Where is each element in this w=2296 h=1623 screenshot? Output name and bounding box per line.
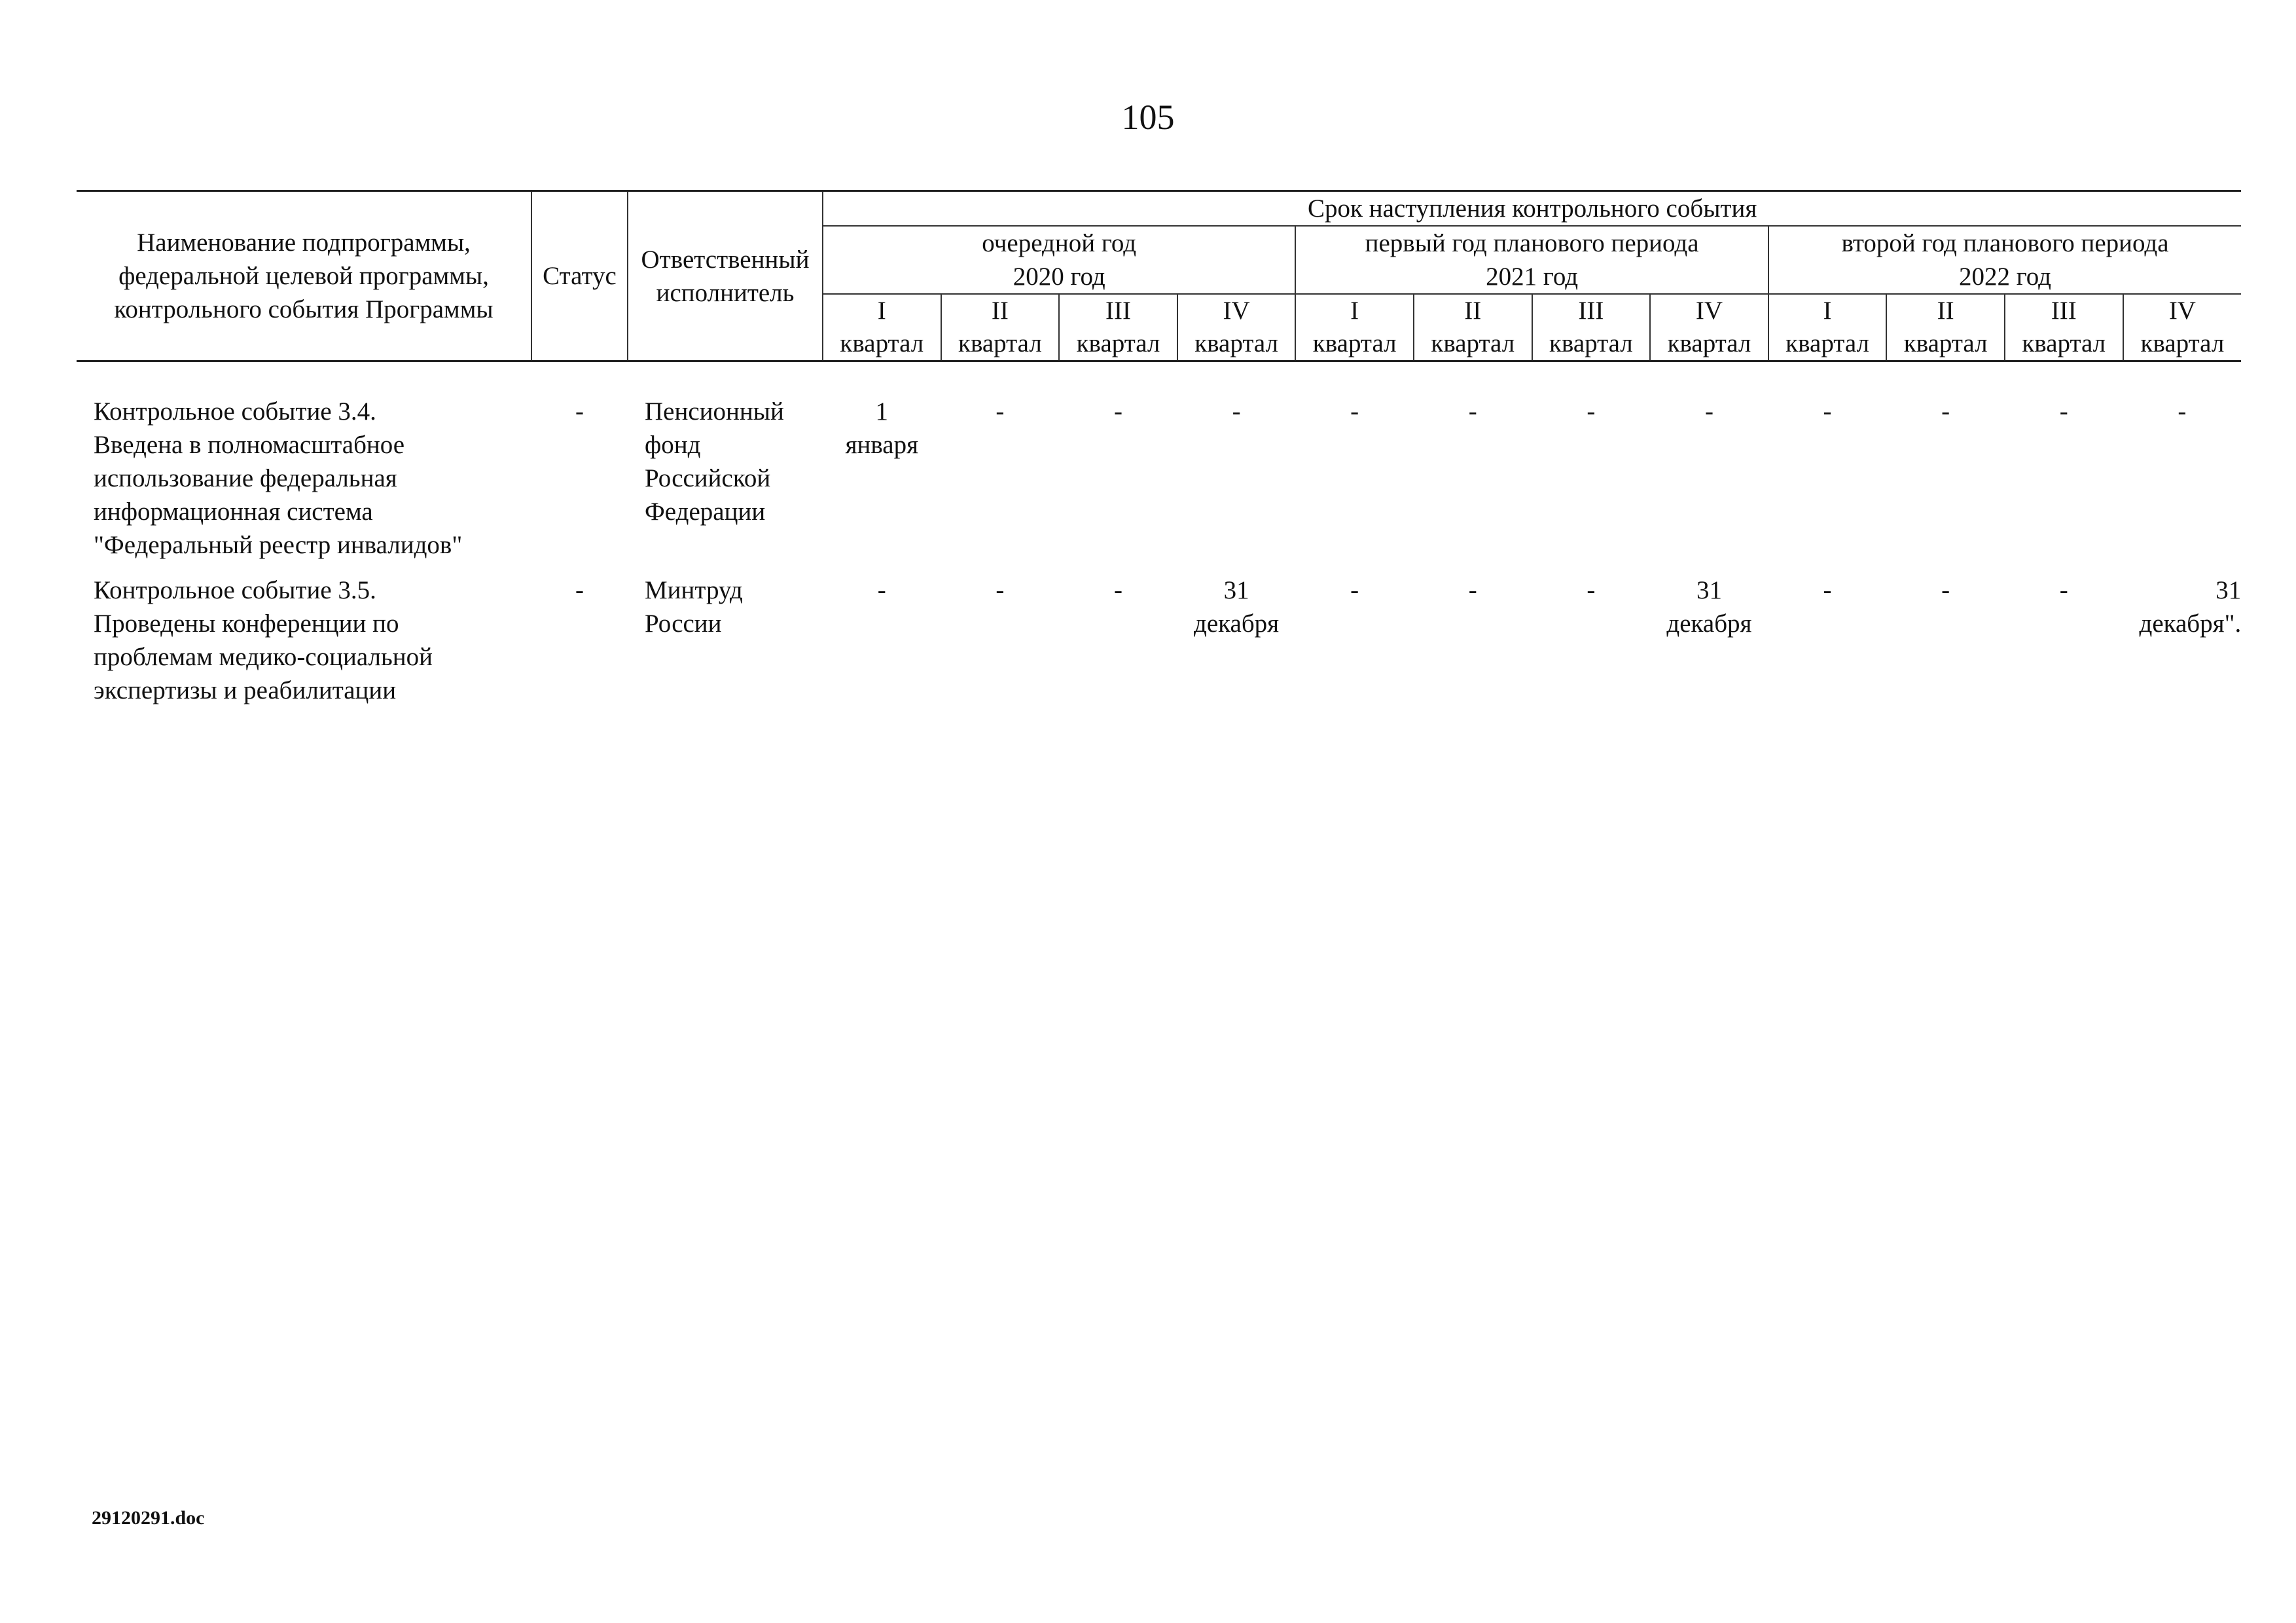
quarter-cell-line: -: [2059, 397, 2068, 426]
header-deadline: Срок наступления контрольного события: [823, 191, 2241, 227]
header-quarter-number: II: [991, 297, 1009, 325]
header-quarter-word: квартал: [1194, 329, 1278, 357]
status-cell: -: [575, 576, 584, 604]
quarter-cell-line: -: [1232, 397, 1241, 426]
quarter-cell-line: декабря: [1666, 610, 1752, 638]
header-quarter: [823, 294, 941, 361]
executor-line: Пенсионный: [645, 397, 784, 426]
header-status-column: Статус: [531, 191, 628, 361]
header-quarter: [1886, 294, 2005, 361]
row-gap: [77, 562, 2241, 574]
event-name-line: "Федеральный реестр инвалидов": [94, 531, 463, 559]
quarter-cell-line: -: [1823, 397, 1832, 426]
event-name-line: проблемам медико-социальной: [94, 643, 433, 671]
quarter-cell-line: -: [996, 576, 1005, 604]
header-name-column: [77, 191, 531, 361]
quarter-cell-line: -: [1704, 397, 1713, 426]
quarter-cell: [1177, 395, 1296, 562]
executor-cell: [628, 574, 823, 707]
quarter-cell: [1177, 574, 1296, 707]
executor-cell: [628, 395, 823, 562]
quarter-cell-line: -: [1350, 397, 1359, 426]
quarter-cell-line: -: [996, 397, 1005, 426]
table-body: [77, 395, 2241, 707]
header-quarter: [1650, 294, 1768, 361]
header-quarter-word: квартал: [1431, 329, 1515, 357]
quarter-cell: [2005, 395, 2123, 562]
header-year-value: 2020 год: [1013, 263, 1105, 291]
quarter-cell: [2123, 395, 2242, 562]
event-name-cell: [77, 395, 531, 562]
quarter-cell: [1886, 395, 2005, 562]
quarter-cell-line: -: [2059, 576, 2068, 604]
header-quarter: [2123, 294, 2242, 361]
header-quarter: [1177, 294, 1296, 361]
event-name-line: информационная система: [94, 498, 373, 526]
header-name-line: федеральной целевой программы,: [118, 262, 489, 290]
header-year-value: 2021 год: [1486, 263, 1579, 291]
quarter-cell-line: -: [1113, 576, 1122, 604]
header-quarter: [1414, 294, 1532, 361]
header-quarter: [1295, 294, 1414, 361]
header-year-value: 2022 год: [1959, 263, 2051, 291]
quarter-cell: [2005, 574, 2123, 707]
spacer-row: [77, 361, 2241, 395]
quarter-cell-line: -: [1113, 397, 1122, 426]
quarter-cell-line: -: [1941, 576, 1950, 604]
header-year-2022: [1768, 226, 2242, 294]
control-events-table: [77, 190, 2241, 707]
quarter-cell: [823, 395, 941, 562]
executor-line: фонд: [645, 431, 701, 459]
header-year-2021: [1295, 226, 1768, 294]
table-row: [77, 395, 2241, 562]
header-executor-line: исполнитель: [656, 278, 795, 307]
header-executor-column: [628, 191, 823, 361]
header-quarter-word: квартал: [1312, 329, 1397, 357]
quarter-cell-line: 31: [1223, 576, 1249, 604]
header-quarter: [2005, 294, 2123, 361]
event-name-line: использование федеральная: [94, 464, 397, 492]
quarter-cell-line: 31: [2215, 576, 2242, 604]
header-quarter: [1768, 294, 1887, 361]
page-number: 105: [1121, 98, 1175, 137]
header-quarter-number: II: [1937, 297, 1954, 325]
quarter-cell: [823, 574, 941, 707]
executor-line: России: [645, 610, 722, 638]
quarter-cell: [941, 574, 1060, 707]
quarter-cell-line: -: [1468, 576, 1477, 604]
event-name-line: Проведены конференции по: [94, 610, 399, 638]
quarter-cell-line: 1: [875, 397, 889, 426]
status-cell: -: [575, 397, 584, 426]
header-quarter-word: квартал: [958, 329, 1042, 357]
quarter-cell: [1532, 395, 1651, 562]
quarter-cell: [1532, 574, 1651, 707]
quarter-cell-line: -: [1823, 576, 1832, 604]
event-name-line: Контрольное событие 3.4.: [94, 397, 376, 426]
header-quarter-number: I: [877, 297, 886, 325]
header-name-line: Наименование подпрограммы,: [137, 228, 471, 257]
header-quarter-word: квартал: [1903, 329, 1988, 357]
header-year-label: второй год планового периода: [1841, 229, 2169, 257]
quarter-cell-line: -: [1941, 397, 1950, 426]
table-header: [77, 191, 2241, 361]
quarter-cell-line: декабря: [1194, 610, 1280, 638]
header-quarter-number: III: [1105, 297, 1131, 325]
header-quarter-word: квартал: [1076, 329, 1160, 357]
quarter-cell-line: декабря".: [2139, 610, 2242, 638]
header-year-label: очередной год: [982, 229, 1137, 257]
header-year-2020: [823, 226, 1295, 294]
quarter-cell-line: -: [1468, 397, 1477, 426]
quarter-cell: [2123, 574, 2242, 707]
quarter-cell: [1414, 574, 1532, 707]
quarter-cell: [1768, 395, 1887, 562]
header-quarter: [941, 294, 1060, 361]
executor-line: Минтруд: [645, 576, 743, 604]
quarter-cell: [1295, 395, 1414, 562]
quarter-cell: [1295, 574, 1414, 707]
quarter-cell-line: 31: [1696, 576, 1722, 604]
header-quarter-number: IV: [1695, 297, 1723, 325]
header-quarter-number: III: [2051, 297, 2077, 325]
quarter-cell-line: -: [877, 576, 886, 604]
header-quarter-number: I: [1823, 297, 1832, 325]
quarter-cell: [1650, 574, 1768, 707]
header-quarter-word: квартал: [1549, 329, 1633, 357]
quarter-cell-line: -: [2178, 397, 2187, 426]
header-year-label: первый год планового периода: [1365, 229, 1699, 257]
header-quarter-word: квартал: [2140, 329, 2225, 357]
event-name-line: Введена в полномасштабное: [94, 431, 405, 459]
header-name-line: контрольного события Программы: [114, 295, 493, 323]
quarter-cell: [1059, 574, 1177, 707]
executor-line: Федерации: [645, 498, 766, 526]
executor-line: Российской: [645, 464, 771, 492]
event-name-line: Контрольное событие 3.5.: [94, 576, 376, 604]
file-name-footer: 29120291.doc: [92, 1507, 205, 1529]
quarter-cell: [1650, 395, 1768, 562]
quarter-cell-line: -: [1587, 397, 1596, 426]
quarter-cell: [1768, 574, 1887, 707]
header-quarter-word: квартал: [1785, 329, 1869, 357]
quarter-cell: [1886, 574, 2005, 707]
header-quarter-word: квартал: [1667, 329, 1751, 357]
header-executor-line: Ответственный: [641, 245, 810, 274]
event-name-line: экспертизы и реабилитации: [94, 676, 397, 704]
quarter-cell-line: -: [1350, 576, 1359, 604]
quarter-cell: [1059, 395, 1177, 562]
header-quarter-word: квартал: [840, 329, 924, 357]
header-quarter-number: II: [1464, 297, 1482, 325]
header-quarter-word: квартал: [2022, 329, 2106, 357]
header-quarter-number: IV: [1223, 297, 1250, 325]
quarter-cell: [1414, 395, 1532, 562]
header-quarter-number: III: [1578, 297, 1604, 325]
quarter-cell-line: января: [845, 431, 919, 459]
header-quarter: [1532, 294, 1651, 361]
header-quarter-number: I: [1350, 297, 1359, 325]
table-row: [77, 574, 2241, 707]
header-quarter: [1059, 294, 1177, 361]
event-name-cell: [77, 574, 531, 707]
quarter-cell-line: -: [1587, 576, 1596, 604]
quarter-cell: [941, 395, 1060, 562]
header-quarter-number: IV: [2168, 297, 2196, 325]
